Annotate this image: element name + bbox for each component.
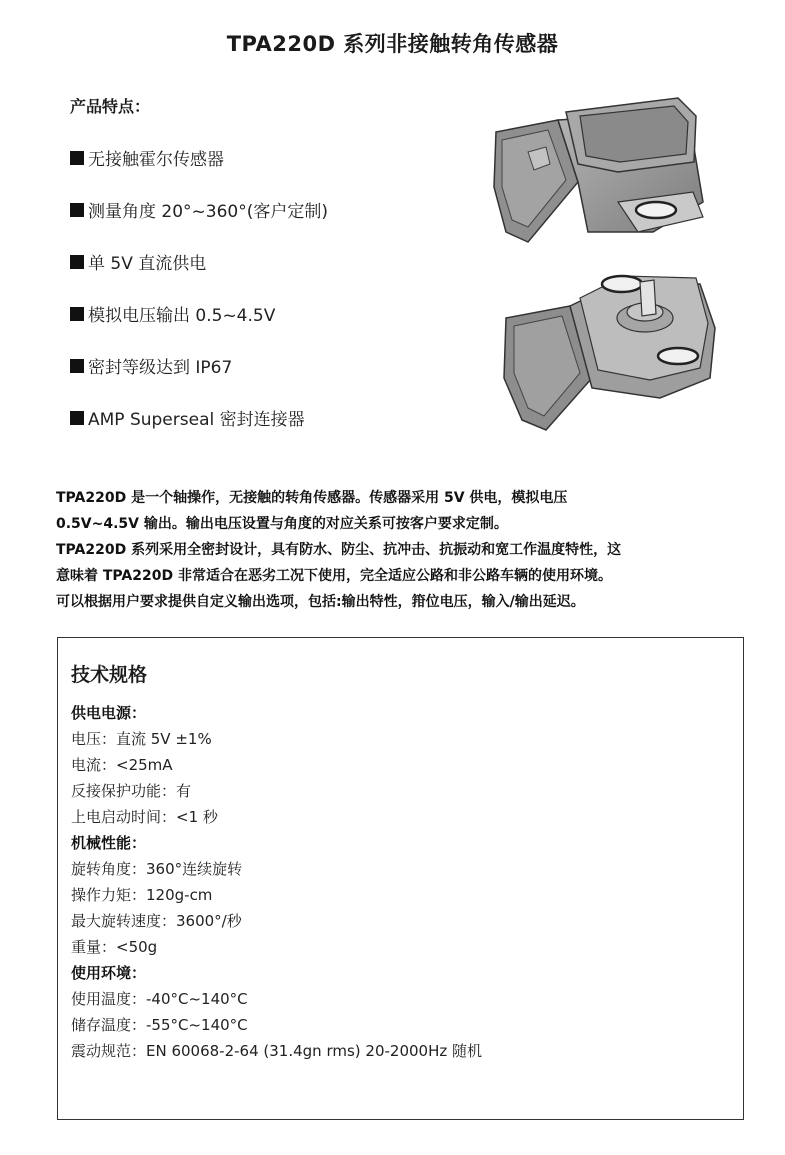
description-line: 可以根据用户要求提供自定义输出选项，包括:输出特性，箝位电压，输入/输出延迟。 [56, 594, 585, 610]
description-line: 意味着 TPA220D 非常适合在恶劣工况下使用，完全适应公路和非公路车辆的使用环境。 [56, 568, 612, 584]
spec-section-power: 供电电源： [71, 704, 147, 722]
spec-line: 电压：直流 5V ±1% [71, 730, 212, 748]
feature-item [70, 145, 224, 170]
spec-line: 使用温度：-40°C~140°C [71, 990, 248, 1008]
description-line: 0.5V~4.5V 输出。输出电压设置与角度的对应关系可按客户要求定制。 [56, 516, 508, 532]
spec-line: 操作力矩：120g-cm [71, 886, 213, 904]
spec-section-environment: 使用环境： [71, 964, 147, 982]
spec-list [71, 700, 482, 1064]
feature-text: 密封等级达到 IP67 [88, 358, 233, 378]
feature-item [70, 301, 275, 326]
feature-text: 测量角度 20°~360°(客户定制) [88, 202, 328, 222]
sensor-bottom-image [500, 268, 730, 433]
square-bullet-icon [70, 411, 84, 425]
square-bullet-icon [70, 203, 84, 217]
spec-section-mechanical: 机械性能： [71, 834, 147, 852]
feature-item [70, 197, 328, 222]
description [56, 485, 756, 615]
spec-line: 最大旋转速度：3600°/秒 [71, 912, 242, 930]
spec-box [57, 637, 744, 1120]
spec-line: 上电启动时间：<1 秒 [71, 808, 218, 826]
feature-item [70, 249, 206, 274]
square-bullet-icon [70, 151, 84, 165]
square-bullet-icon [70, 255, 84, 269]
spec-line: 震动规范：EN 60068-2-64 (31.4gn rms) 20-2000Hz 随机 [71, 1042, 482, 1060]
square-bullet-icon [70, 359, 84, 373]
spec-title: 技术规格 [71, 664, 148, 686]
feature-text: AMP Superseal 密封连接器 [88, 410, 305, 430]
description-line: TPA220D 系列采用全密封设计，具有防水、防尘、抗冲击、抗振动和宽工作温度特性，这 [56, 542, 622, 558]
spec-line: 储存温度：-55°C~140°C [71, 1016, 248, 1034]
feature-text: 无接触霍尔传感器 [88, 150, 224, 170]
square-bullet-icon [70, 307, 84, 321]
feature-text: 单 5V 直流供电 [88, 254, 207, 274]
feature-item [70, 353, 232, 378]
feature-item [70, 405, 305, 430]
page-title: TPA220D 系列非接触转角传感器 [226, 32, 559, 56]
description-line: TPA220D 是一个轴操作，无接触的转角传感器。传感器采用 5V 供电，模拟电压 [56, 490, 568, 506]
spec-line: 旋转角度：360°连续旋转 [71, 860, 243, 878]
features-heading: 产品特点： [70, 97, 151, 116]
feature-text: 模拟电压输出 0.5~4.5V [88, 306, 276, 326]
spec-line: 反接保护功能：有 [71, 782, 192, 800]
spec-line: 电流：<25mA [71, 756, 173, 774]
sensor-top-image [488, 92, 728, 260]
spec-line: 重量：<50g [71, 938, 158, 956]
